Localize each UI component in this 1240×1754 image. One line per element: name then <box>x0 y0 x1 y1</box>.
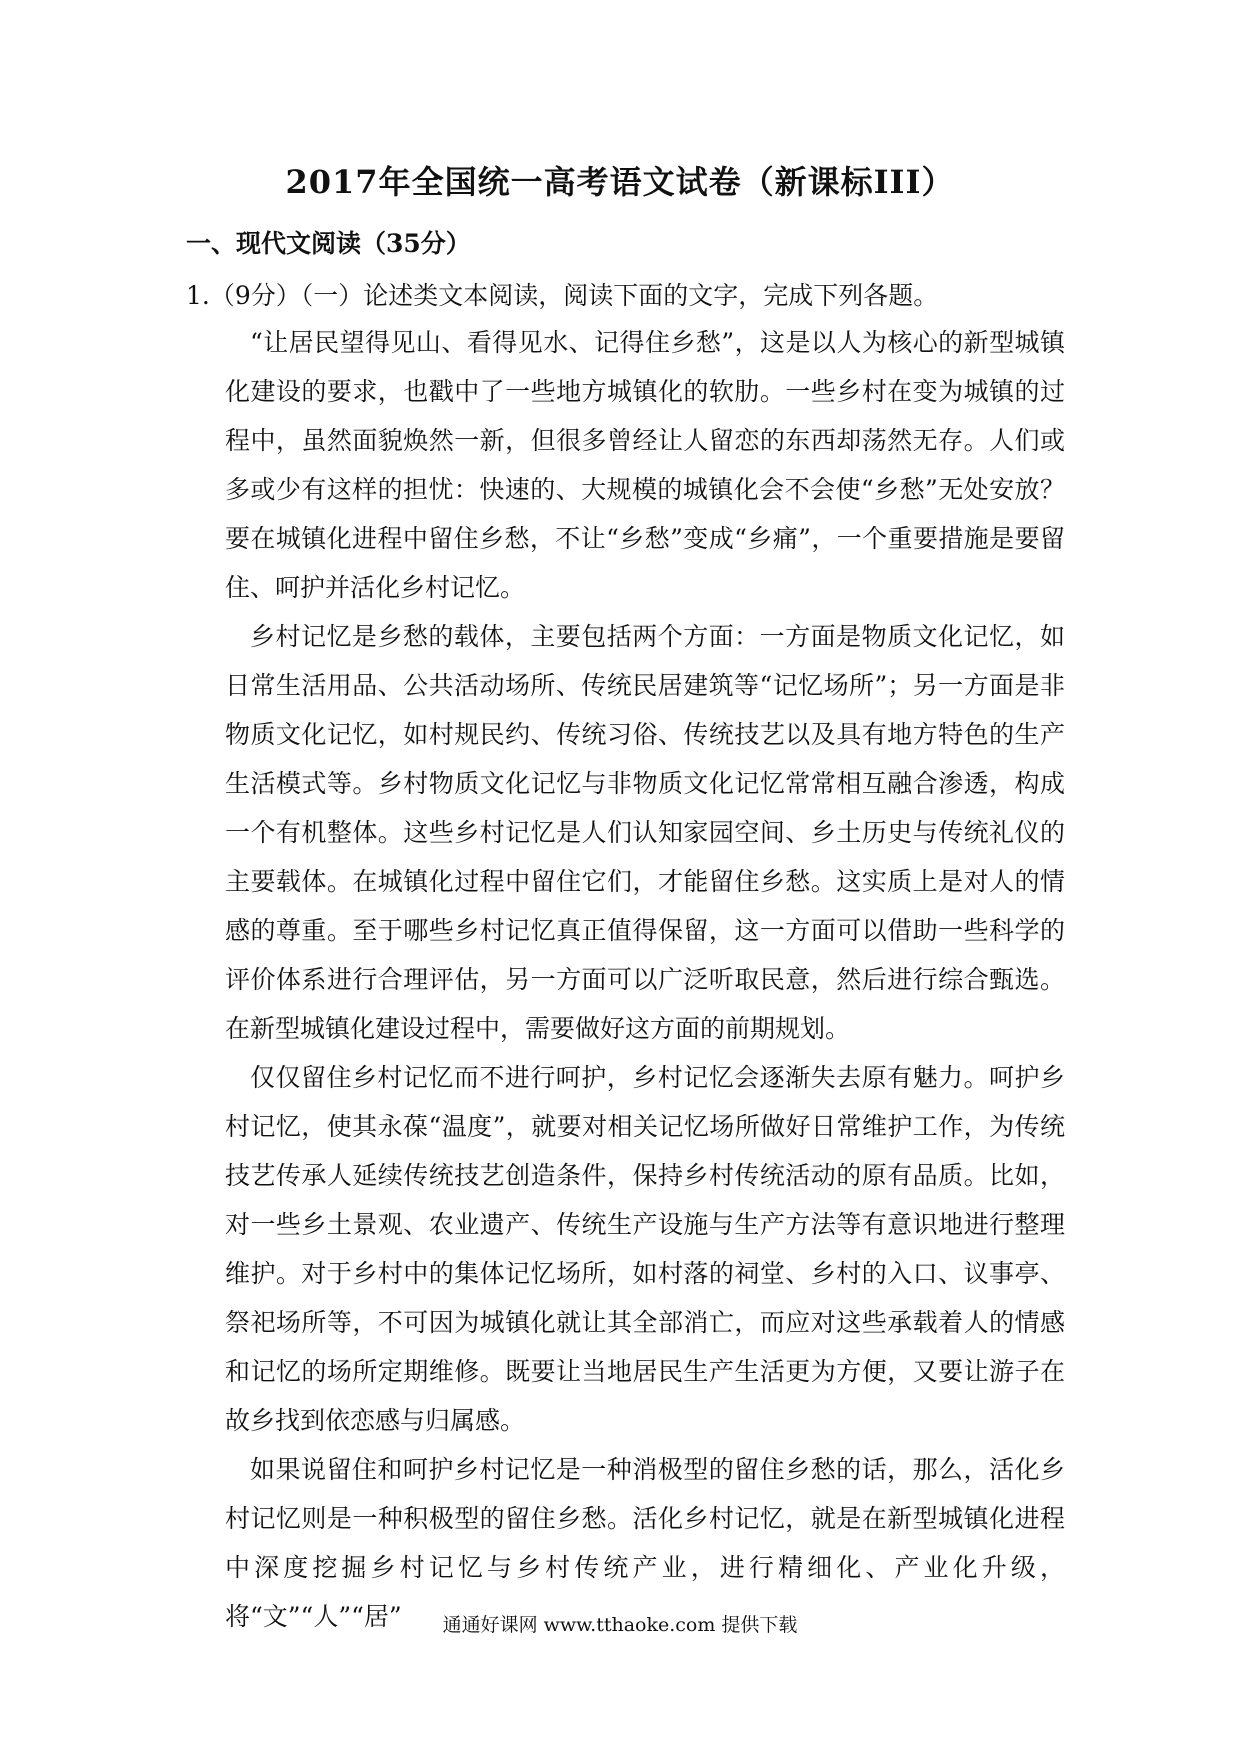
passage-paragraph-3: 仅仅留住乡村记忆而不进行呵护，乡村记忆会逐渐失去原有魅力。呵护乡村记忆，使其永葆“温度”，就要对相关记忆场所做好日常维护工作，为传统技艺传承人延续传统技艺创造条件，保持乡村传统活动的原有品质。比如，对一些乡土景观、农业遗产、传统生产设施与生产方法等有意识地进行整理维护。对于乡村中的集体记忆场所，如村落的祠堂、乡村的入口、议事亭、祭祀场所等，不可因为城镇化就让其全部消亡，而应对这些承载着人的情感和记忆的场所定期维修。既要让当地居民生产生活更为方便，又要让游子在故乡找到依恋感与归属感。 <box>225 1063 1065 1435</box>
document-title: 2017年全国统一高考语文试卷（新课标III） <box>285 163 955 201</box>
passage-paragraph-4: 如果说留住和呵护乡村记忆是一种消极型的留住乡愁的话，那么，活化乡村记忆则是一种积极型的留住乡愁。活化乡村记忆，就是在新型城镇化进程中深度挖掘乡村记忆与乡村传统产业，进行精细化、产业化升级，将“文”“人”“居” <box>225 1455 1065 1631</box>
reading-passage <box>225 318 1065 1641</box>
passage-paragraph-1: “让居民望得见山、看得见水、记得住乡愁”，这是以人为核心的新型城镇化建设的要求，也戳中了一些地方城镇化的软肋。一些乡村在变为城镇的过程中，虽然面貌焕然一新，但很多曾经让人留恋的东西却荡然无存。人们或多或少有这样的担忧：快速的、大规模的城镇化会不会使“乡愁”无处安放？要在城镇化进程中留住乡愁，不让“乡愁”变成“乡痛”，一个重要措施是要留住、呵护并活化乡村记忆。 <box>225 328 1065 602</box>
section-heading: 一、现代文阅读（35分） <box>186 229 471 258</box>
question-prompt: 1.（9分）（一）论述类文本阅读，阅读下面的文字，完成下列各题。 <box>186 281 939 310</box>
passage-paragraph-2: 乡村记忆是乡愁的载体，主要包括两个方面：一方面是物质文化记忆，如日常生活用品、公共活动场所、传统民居建筑等“记忆场所”；另一方面是非物质文化记忆，如村规民约、传统习俗、传统技艺以及具有地方特色的生产生活模式等。乡村物质文化记忆与非物质文化记忆常常相互融合渗透，构成一个有机整体。这些乡村记忆是人们认知家园空间、乡土历史与传统礼仪的主要载体。在城镇化过程中留住它们，才能留住乡愁。这实质上是对人的情感的尊重。至于哪些乡村记忆真正值得保留，这一方面可以借助一些科学的评价体系进行合理评估，另一方面可以广泛听取民意，然后进行综合甄选。在新型城镇化建设过程中，需要做好这方面的前期规划。 <box>225 622 1065 1043</box>
page-footer: 通通好课网 www.tthaoke.com 提供下载 <box>442 1614 798 1636</box>
